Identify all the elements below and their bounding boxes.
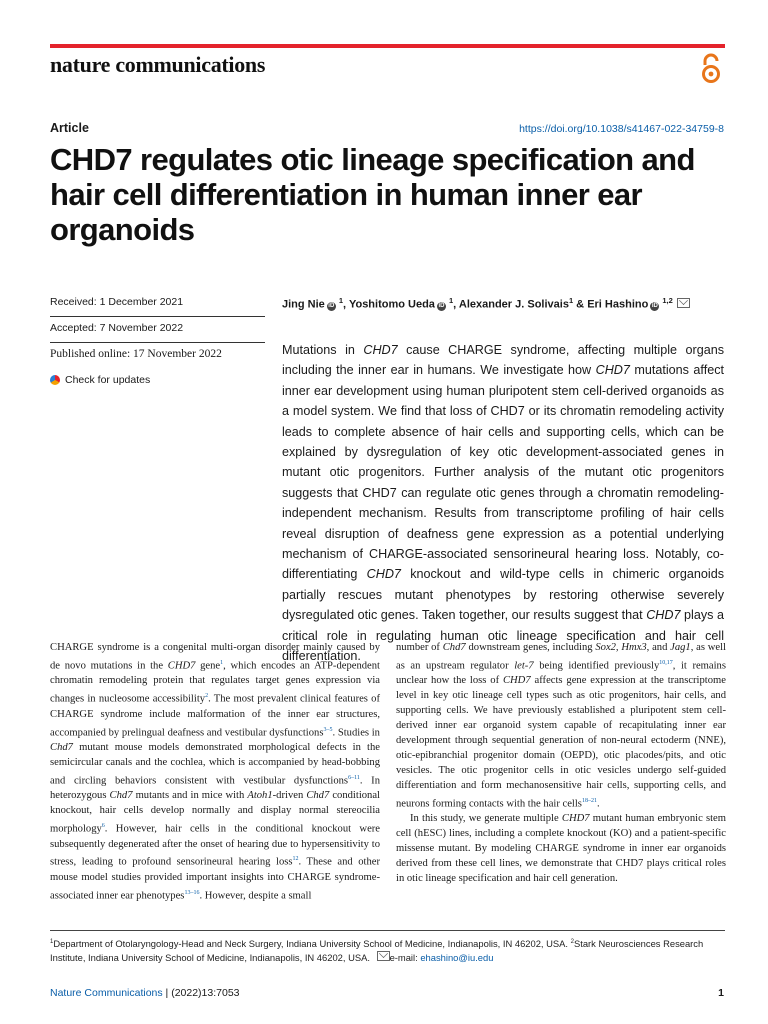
check-for-updates-label: Check for updates [65, 374, 151, 386]
orcid-icon[interactable]: iD [651, 302, 658, 309]
affiliation-number: 1 [50, 939, 54, 945]
crossmark-icon [50, 375, 60, 385]
accepted-date: Accepted: 7 November 2022 [50, 322, 184, 334]
doi-link[interactable]: https://doi.org/10.1038/s41467-022-34759-8 [519, 123, 724, 135]
footer-journal-link[interactable]: Nature Communications [50, 987, 163, 999]
body-paragraph: CHARGE syndrome is a congenital multi-organ disorder mainly caused by de novo mutations in the CHD7 gene$^1$, which encodes an ATP-dependent chromatin remodeling protein that regulates target genes expression via changes in nucleosome accessibility$^2$. The most prevalent clinical features of CHARGE syndrome include malformation of the inner ear structures, accompanied by prelingual deafness and vestibular dysfunctions$^{3-5}$. Studies in Chd7 mutant mouse models demonstrated morphological defects in the semicircular canals and the cochlea, which is accompanied by head-bobbing and circling behaviors consistent with vestibular dysfunctions$^{6-11}$. In heterozygous Chd7 mutants and in mice with Atoh1-driven Chd7 conditional knockout, hair cells develop normally and display normal stereocilia morphology$^6$. However, hair cells in the conditional knockout were subsequently degenerated after the onset of hearing due to hypersensitivity to stress, leading to profound sensorineural hearing loss$^{12}$. These and other mouse model studies provided important insights into CHARGE syndrome-associated inner ear phenotypes$^{13-16}$. However, despite a small [50, 642, 380, 902]
body-paragraph: number of Chd7 downstream genes, including Sox2, Hmx3, and Jag1, as well as an upstream regulator let-7 being identified previously$^{10,17}$, it remains unclear how the loss of CHD7 affects gene expression at the transcriptome level in key otic lineage cell types such as otic progenitors, hair cells, and supporting cells. We have previously established a pluripotent stem cell-derived inner ear organoid system capable of recapitulating inner ear development through sequential generation of non-neural ectoderm (NNE), otic-epibranchial progenitor domain (OEPD), otic placodes/pits, and otic vesicles. The otic progenitor cells in otic vesicles undergo self-guided differentiation and form mechanosensitive hair cells, supporting cells, and neurons forming contacts with the hair cells$^{18-21}$. [396, 642, 726, 810]
author-affiliation: 1 [338, 296, 344, 305]
author-affiliation: 1 [568, 296, 574, 305]
email-icon [377, 951, 390, 961]
received-date: Received: 1 December 2021 [50, 296, 184, 308]
divider [50, 316, 265, 317]
footer-citation: (2022)13:7053 [171, 987, 240, 999]
journal-name: nature communications [50, 52, 266, 77]
orcid-icon[interactable]: iD [438, 302, 445, 309]
open-access-icon[interactable] [700, 53, 722, 85]
affiliation-number: 2 [570, 939, 574, 945]
article-type-label: Article [50, 121, 89, 135]
check-for-updates-button[interactable] [50, 374, 265, 386]
body-column-right [396, 641, 726, 887]
email-label: e-mail: [389, 952, 418, 964]
author-name[interactable]: Alexander J. Solivais [458, 298, 569, 311]
author-name[interactable]: Yoshitomo Ueda [348, 298, 435, 311]
body-paragraph: In this study, we generate multiple CHD7 mutant human embryonic stem cell (hESC) lines, including a complete knockout (KO) and a patient-specific missense mutant. By modeling CHARGE syndrome in inner ear organoids derived from these cell lines, we demonstrate that CHD7 plays critical roles in otic lineage specification and hair cell generation. [396, 813, 726, 884]
email-icon[interactable] [677, 298, 690, 308]
author-affiliation: 1,2 [662, 296, 673, 305]
footnote-divider [50, 930, 725, 931]
page-number: 1 [718, 987, 724, 999]
email-link[interactable]: ehashino@iu.edu [420, 952, 494, 964]
page-footer: Nature Communications | (2022)13:7053 [50, 987, 240, 999]
author-name[interactable]: Eri Hashino [587, 298, 649, 311]
author-affiliation: 1 [449, 296, 454, 305]
header-accent-bar [50, 44, 725, 48]
affiliations-footnote [50, 935, 725, 965]
affiliation-2: Stark Neurosciences Research Institute, Indiana University School of Medicine, Indianapolis, IN 46202, USA. [50, 938, 704, 964]
affiliation-1: Department of Otolaryngology-Head and Neck Surgery, Indiana University School of Medicine, Indianapolis, IN 46202, USA. [53, 938, 569, 950]
published-date: Published online: 17 November 2022 [50, 348, 222, 360]
body-column-left [50, 641, 380, 904]
article-title: CHD7 regulates otic lineage specification and hair cell differentiation in human inner ear organoids [50, 142, 695, 247]
orcid-icon[interactable]: iD [328, 302, 335, 309]
abstract: Mutations in CHD7 cause CHARGE syndrome, affecting multiple organs including the inner ear in humans. We investigate how CHD7 mutations affect inner ear development using human pluripotent stem cell-derived organoids as a model system. We find that loss of CHD7 or its chromatin remodeling activity leads to complete absence of hair cells and supporting cells, which can be explained by dysregulation of key otic development-associated genes in mutant otic progenitors. Further analysis of the mutant otic progenitors suggests that CHD7 can regulate otic genes through a chromatin remodeling-independent mechanism. Results from transcriptome profiling of hair cells reveal disruption of deafness gene expression as a potential underlying mechanism of CHARGE-associated sensorineural hearing loss. Notably, co-differentiating CHD7 knockout and wild-type cells in chimeric organoids partially rescues mutant phenotypes by restoring otherwise severely dysregulated otic genes. Taken together, our results suggest that CHD7 plays a critical role in regulating human otic lineage specification and hair cell differentiation. [282, 343, 724, 664]
author-list: Jing Nie iD $^1$, Yoshitomo Ueda iD $^1$, Alexander J. Solivais$^1$ & Eri Hashino iD $^{1,2}$ [282, 296, 732, 311]
divider [50, 342, 265, 343]
author-name[interactable]: Jing Nie [282, 298, 325, 311]
